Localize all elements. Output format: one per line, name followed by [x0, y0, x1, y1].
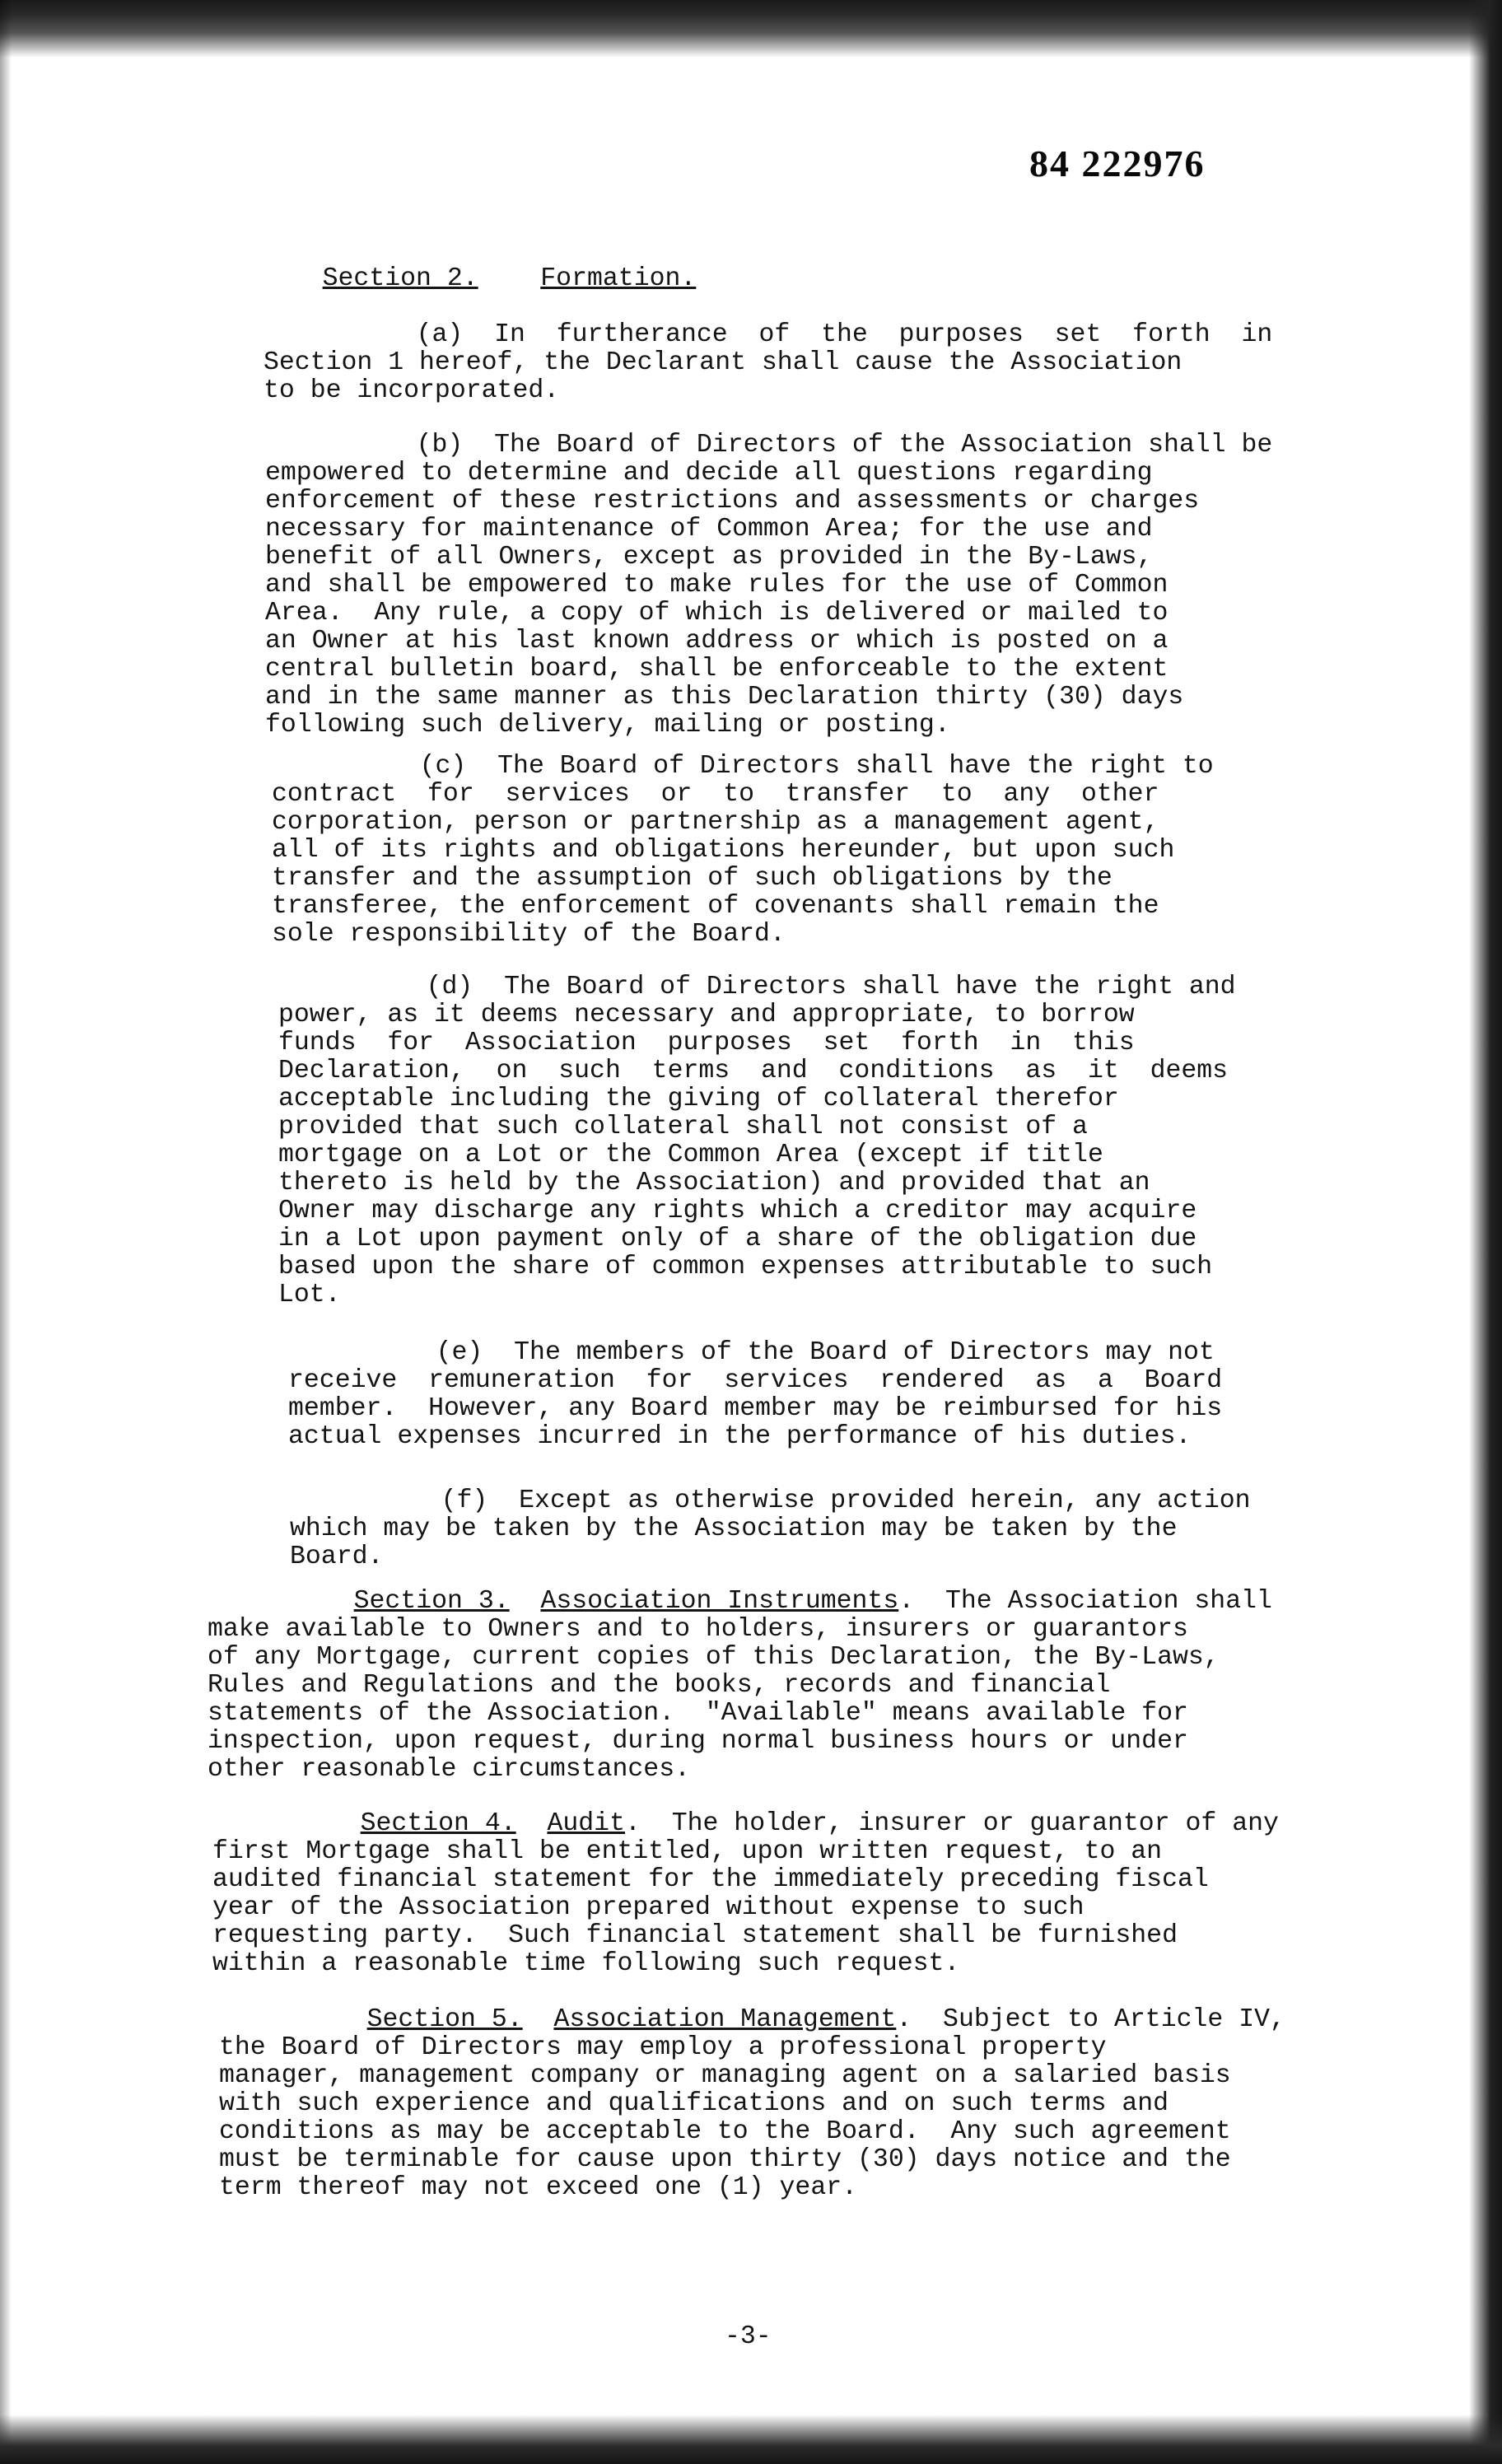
- page-number: -3-: [725, 2322, 772, 2351]
- scan-edge-right: [1469, 0, 1502, 2464]
- section-2-title: Formation.: [540, 264, 697, 293]
- section-2-para-c: [272, 725, 1214, 977]
- section-2-para-b: [265, 404, 1272, 768]
- section-3: [208, 1560, 1272, 1812]
- section-4-title: Audit: [547, 1809, 625, 1838]
- section-3-title: Association Instruments: [540, 1587, 899, 1616]
- section-2-para-e-text: (e) The members of the Board of Directors may not receive remuneration for services rendered as a Board member. However, any Board member may be reimbursed for his actual expenses incurred in the performance of his duties.: [288, 1338, 1223, 1451]
- scan-edge-top: [0, 0, 1502, 58]
- section-5: [219, 1978, 1285, 2230]
- scan-edge-bottom: [0, 2415, 1502, 2464]
- section-5-label: Section 5.: [366, 2005, 523, 2034]
- section-4-first-line: . The holder, insurer or guarantor of any: [624, 1809, 1279, 1838]
- section-5-body: the Board of Directors may employ a professional property manager, management company or managing agent on a salaried basis with such experience and qualifications and on such terms and conditions as may be acceptable to the Board. Any such agreement must be terminable for cause upon thirty (30) days notice and the term thereof may not exceed one (1) year.: [219, 2033, 1231, 2202]
- section-2-para-b-text: (b) The Board of Directors of the Association shall be empowered to determine and decide all questions regarding enforcement of these restrictions and assessments or charges necessary for maintenance of Common Area; for the use and benefit of all Owners, except as provided in the By-Laws, and shall be empowered to make rules for the use of Common Area. Any rule, a copy of which is delivered or mailed to an Owner at his last known address or which is posted on a central bulletin board, shall be enforceable to the extent and in the same manner as this Declaration thirty (30) days following such delivery, mailing or posting.: [265, 431, 1273, 740]
- section-2-para-c-text: (c) The Board of Directors shall have the right to contract for services or to transfer to any other corporation, person or partnership as a management agent, all of its rights and obligations hereunder, but upon such transfer and the assumption of such obligations by the transferee, the enforcement of covenants shall remain the sole responsibility of the Board.: [272, 752, 1214, 949]
- section-2-para-e: [288, 1311, 1222, 1479]
- section-4-label: Section 4.: [360, 1809, 516, 1838]
- section-3-body: make available to Owners and to holders, insurers or guarantors of any Mortgage, current copies of this Declaration, the By-Laws, Rules and Regulations and the books, records and financial statements of the Association. "Available" means available for inspection, upon request, during normal business hours or under other reasonable circumstances.: [208, 1615, 1220, 1784]
- section-5-first-line: . Subject to Article IV,: [896, 2005, 1285, 2034]
- section-2-para-f-text: (f) Except as otherwise provided herein, any action which may be taken by the Association may be taken by the Board.: [290, 1486, 1251, 1571]
- section-3-label: Section 3.: [353, 1587, 510, 1616]
- document-number: 84 222976: [1029, 142, 1206, 184]
- scan-edge-left: [0, 0, 12, 2464]
- section-3-first-line: . The Association shall: [898, 1587, 1272, 1616]
- section-2-para-a-text: (a) In furtherance of the purposes set forth in Section 1 hereof, the Declarant shall cause the Association to be incorporated.: [264, 320, 1273, 405]
- section-4: [212, 1782, 1279, 2006]
- section-2-label: Section 2.: [322, 264, 478, 293]
- section-4-body: first Mortgage shall be entitled, upon written request, to an audited financial statement for the immediately preceding fiscal year of the Association prepared without expense to such requesting party. Such financial statement shall be furnished within a reasonable time following such request.: [212, 1837, 1209, 1978]
- section-2-para-d-text: (d) The Board of Directors shall have the right and power, as it deems necessary and appropriate, to borrow funds for Association purposes set forth in this Declaration, on such terms and conditions as it deems acceptable including the giving of collateral therefor provided that such collateral shall not consist of a mortgage on a Lot or the Common Area (except if title thereto is held by the Association) and provided that an Owner may discharge any rights which a creditor may acquire in a Lot upon payment only of a share of the obligation due based upon the share of common expenses attributable to such Lot.: [278, 973, 1236, 1309]
- section-2-para-d: [278, 945, 1236, 1337]
- section-5-title: Association Management: [553, 2005, 897, 2034]
